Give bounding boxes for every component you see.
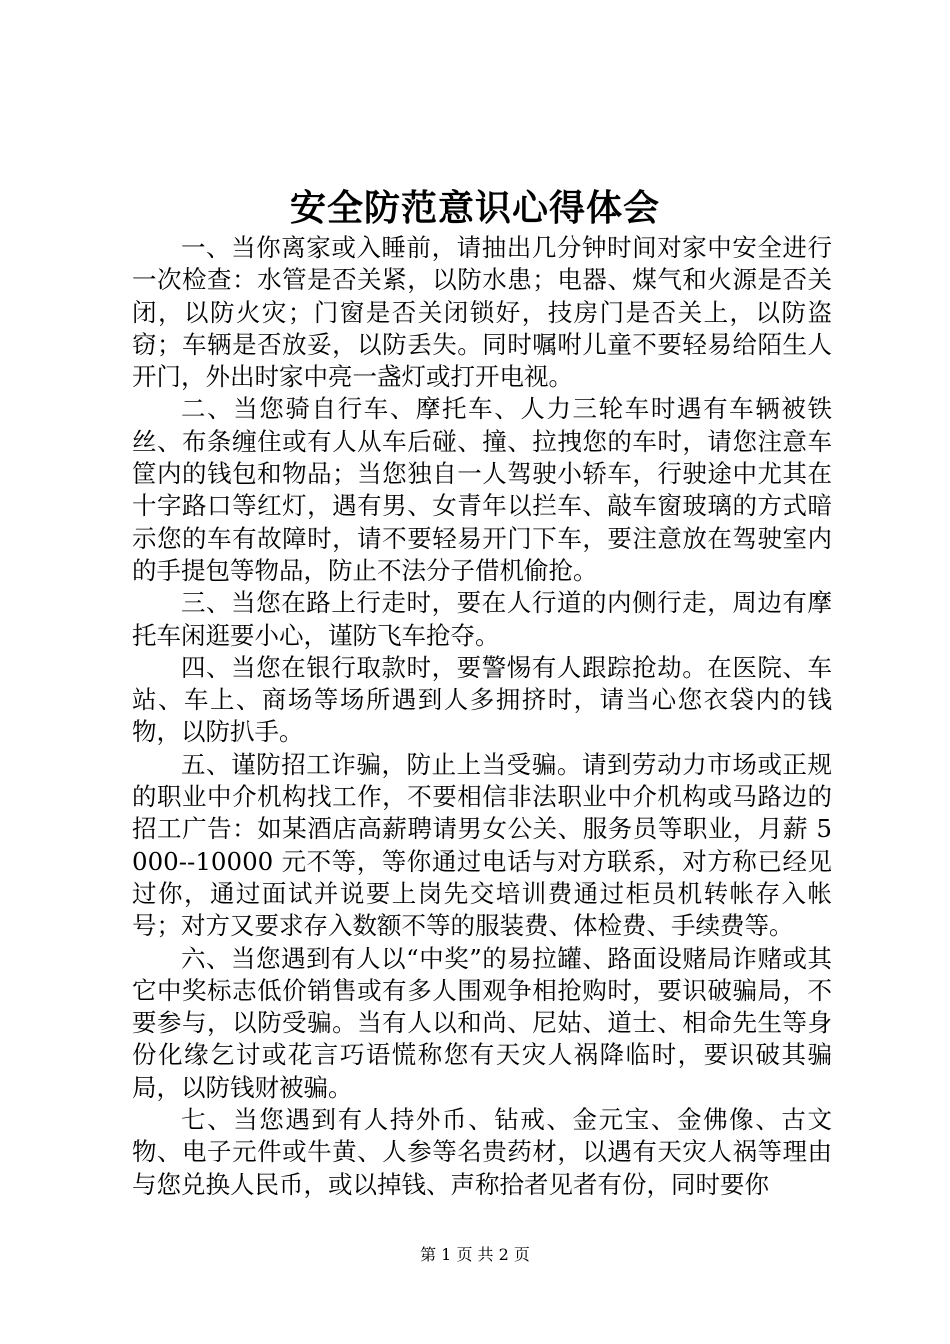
- page-footer: 第 1 页 共 2 页: [420, 1245, 530, 1264]
- paragraph-1: 一、当你离家或入睡前，请抽出几分钟时间对家中安全进行一次检查：水管是否关紧，以防水患；电器、煤气和火源是否关闭，以防火灾；门窗是否关闭锁好，技房门是否关上，以防盗窃；车辆是否放妥，以防丢失。同时嘱咐儿童不要轻易给陌生人开门，外出时家中亮一盏灯或打开电视。: [132, 233, 832, 392]
- document-title: 安全防范意识心得体会: [289, 187, 660, 229]
- paragraph-2: 二、当您骑自行车、摩托车、人力三轮车时遇有车辆被铁丝、布条缠住或有人从车后碰、撞、拉拽您的车时，请您注意车筐内的钱包和物品；当您独自一人驾驶小轿车，行驶途中尤其在十字路口等红灯，遇有男、女青年以拦车、敲车窗玻璃的方式暗示您的车有故障时，请不要轻易开门下车，要注意放在驾驶室内的手提包等物品，防止不法分子借机偷抢。: [132, 394, 832, 585]
- paragraph-6: 六、当您遇到有人以“中奖”的易拉罐、路面设赌局诈赌或其它中奖标志低价销售或有多人围观争相抢购时，要识破骗局，不要参与，以防受骗。当有人以和尚、尼姑、道士、相命先生等身份化缘乞讨或花言巧语慌称您有天灾人祸降临时，要识破其骗局，以防钱财被骗。: [132, 943, 832, 1102]
- paragraph-7: 七、当您遇到有人持外币、钻戒、金元宝、金佛像、古文物、电子元件或牛黄、人参等名贵药材，以遇有天灾人祸等理由与您兑换人民币，或以掉钱、声称拾者见者有份，同时要你: [132, 1105, 832, 1199]
- document-body: [132, 232, 832, 1201]
- paragraph-5: 五、谨防招工诈骗，防止上当受骗。请到劳动力市场或正规的职业中介机构找工作，不要相信非法职业中介机构或马路边的招工广告：如某酒店高薪聘请男女公关、服务员等职业，月薪 5000--10000 元不等，等你通过电话与对方联系，对方称已经见过你，通过面试并说要上岗先交培训费通过柜员机转帐存入帐号；对方又要求存入数额不等的服装费、体检费、手续费等。: [132, 749, 832, 941]
- paragraph-3: 三、当您在路上行走时，要在人行道的内侧行走，周边有摩托车闲逛要小心，谨防飞车抢夺。: [132, 588, 832, 650]
- paragraph-4: 四、当您在银行取款时，要警惕有人跟踪抢劫。在医院、车站、车上、商场等场所遇到人多拥挤时，请当心您衣袋内的钱物，以防扒手。: [132, 652, 832, 747]
